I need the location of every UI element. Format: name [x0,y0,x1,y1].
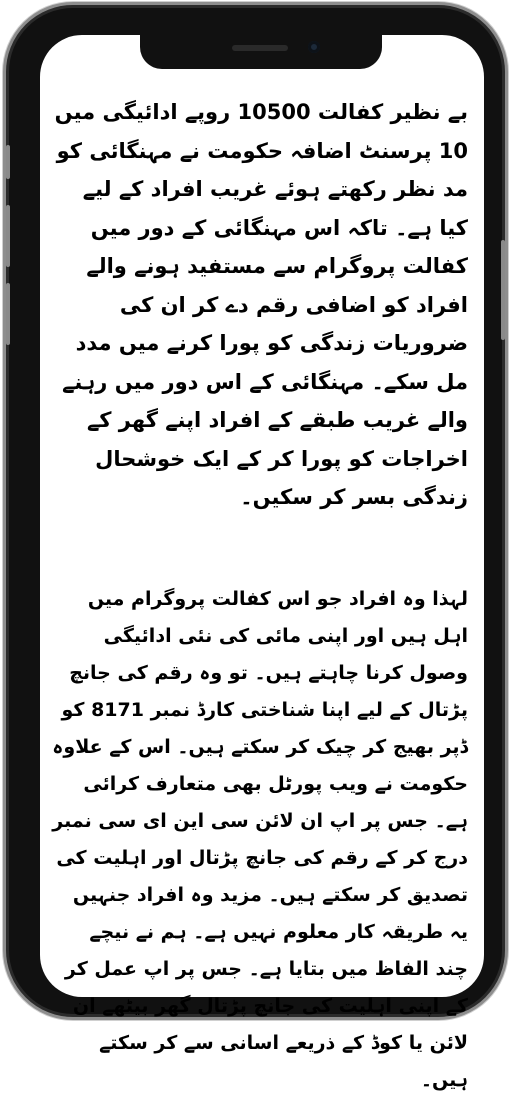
speaker-grille [232,45,288,51]
phone-frame [3,2,508,1091]
phone-screen [40,35,484,1091]
paragraph-spacer [52,517,468,581]
article-paragraph-1: بے نظیر کفالت 10500 روپے ادائیگی میں 10 پرسنٹ اضافہ حکومت نے مہنگائی کو مد نظر رکھتے ہوئے غریب افراد کے لیے کیا ہے۔ تاکہ اس مہنگائی کے دور میں کفالت پروگرام سے مستفید ہونے والے افراد کو اضافی رقم دے کر ان کی ضروریات زندگی کو پورا کرنے میں مدد مل سکے۔ مہنگائی کے اس دور میں رہنے والے غریب طبقے کے افراد اپنے گھر کے اخراجات کو پورا کر کے ایک خوشحال زندگی بسر کر سکیں۔ [54,100,468,509]
phone-notch [140,35,382,69]
silent-switch [6,145,10,179]
volume-up-button [6,205,10,267]
article-body [52,93,468,1099]
article-paragraph-2: لہذا وہ افراد جو اس کفالت پروگرام میں اہل ہیں اور اپنی مائی کی نئی ادائیگی وصول کرنا چاہتے ہیں۔ تو وہ رقم کی جانچ پڑتال کے لیے اپنا شناختی کارڈ نمبر 8171 کو ڈپر بھیج کر چیک کر سکتے ہیں۔ اس کے علاوہ حکومت نے ویب پورٹل بھی متعارف کرائی ہے۔ جس پر اپ ان لائن سی این ای سی نمبر درج کر کے رقم کی جانچ پڑتال اور اہلیت کی تصدیق کر سکتے ہیں۔ مزید وہ افراد جنہیں یہ طریقہ کار معلوم نہیں ہے۔ ہم نے نیچے چند الفاظ میں بتایا ہے۔ جس پر اپ عمل کر کے اپنی اہلیت کی جانچ پڑتال گھر بیٹھے ان لائن یا کوڈ کے ذریعے اسانی سے کر سکتے ہیں۔ [52,587,468,1091]
volume-down-button [6,283,10,345]
power-button [501,240,505,340]
front-camera-icon [308,41,320,53]
